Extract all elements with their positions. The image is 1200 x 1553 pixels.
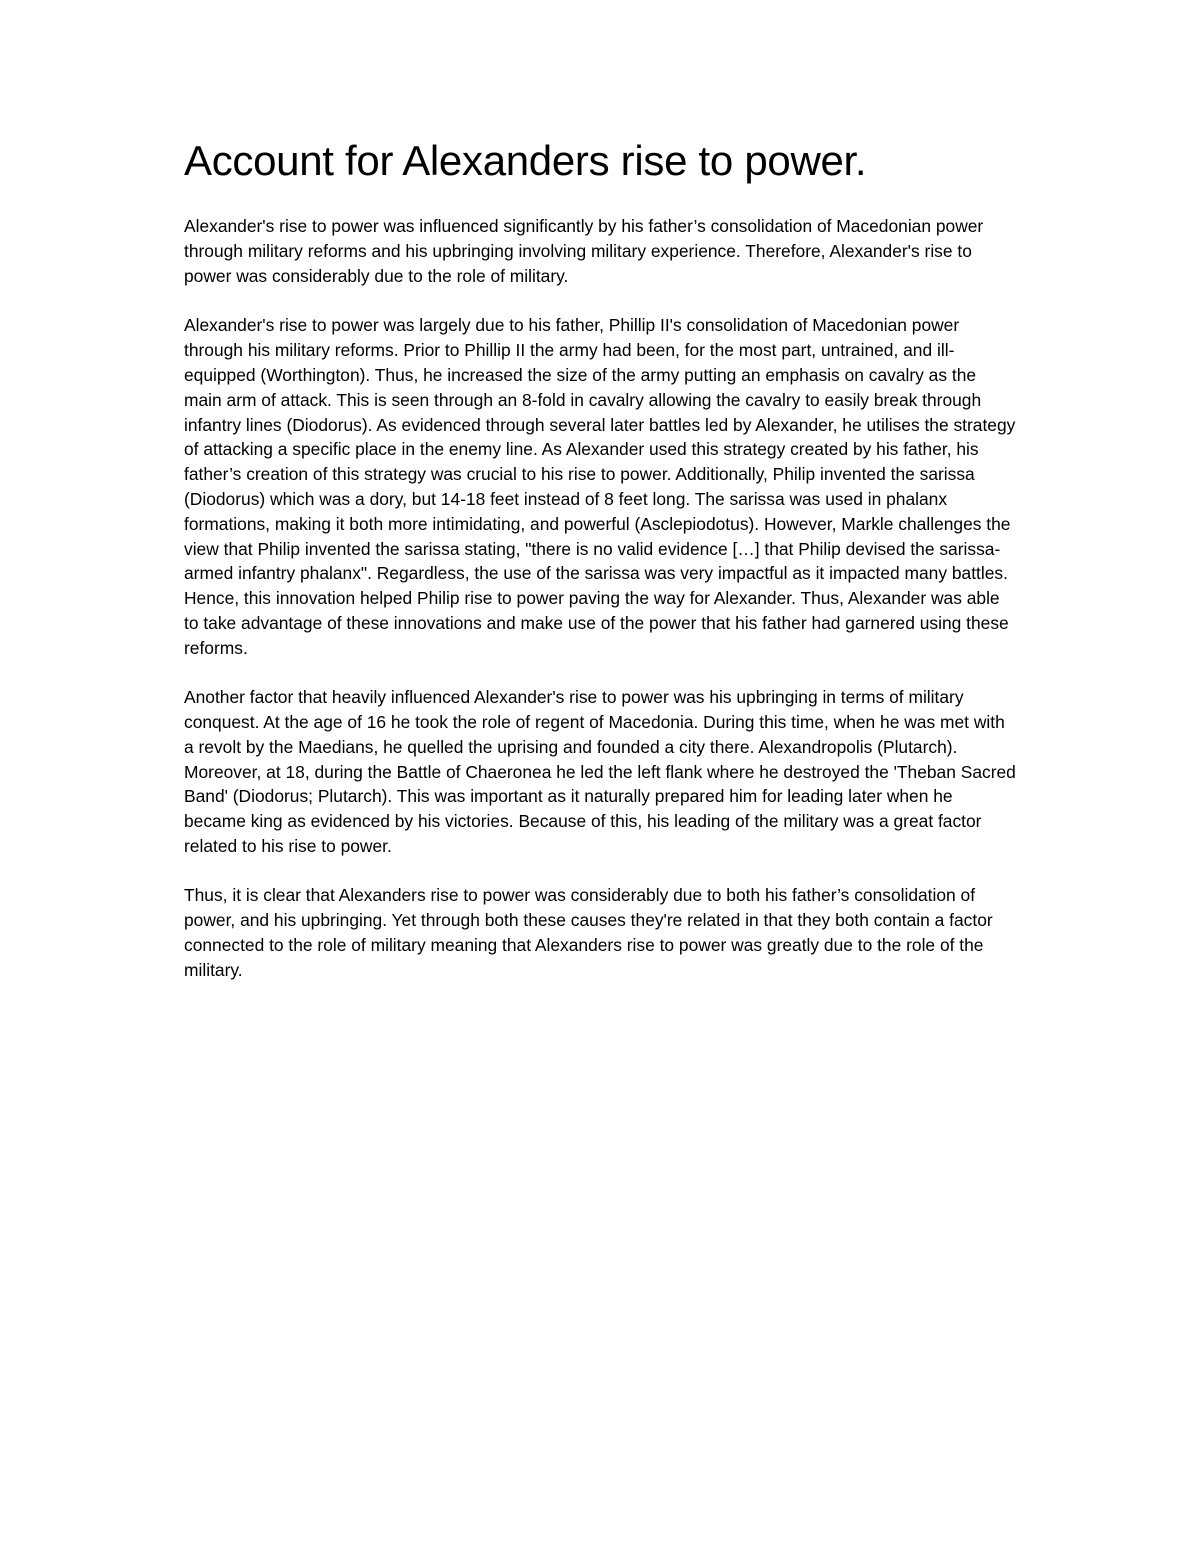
document-title: Account for Alexanders rise to power.: [184, 137, 867, 184]
paragraph-conclusion: Thus, it is clear that Alexanders rise to power was considerably due to both his father’s consolidation of power, and his upbringing. Yet through both these causes they're related in that they both contain a factor connected to the role of military meaning that Alexanders rise to power was greatly due to the role of the military.: [184, 885, 993, 980]
paragraph-introduction: Alexander's rise to power was influenced significantly by his father’s consolidation of Macedonian power through military reforms and his upbringing involving military experience. Therefore, Alexander's rise to power was considerably due to the role of military.: [184, 216, 984, 286]
paragraph-father-reforms: Alexander's rise to power was largely due to his father, Phillip II's consolidation of Macedonian power through his military reforms. Prior to Phillip II the army had been, for the most part, untrained, and ill-equipped (Worthington). Thus, he increased the size of the army putting an emphasis on cavalry as the main arm of attack. This is seen through an 8-fold in cavalry allowing the cavalry to easily break through infantry lines (Diodorus). As evidenced through several later battles led by Alexander, he utilises the strategy of attacking a specific place in the enemy line. As Alexander used this strategy created by his father, his father’s creation of this strategy was crucial to his rise to power. Additionally, Philip invented the sarissa (Diodorus) which was a dory, but 14-18 feet instead of 8 feet long. The sarissa was used in phalanx formations, making it both more intimidating, and powerful (Asclepiodotus). However, Markle challenges the view that Philip invented the sarissa stating, "there is no valid evidence […] that Philip devised the sarissa-armed infantry phalanx". Regardless, the use of the sarissa was very impactful as it impacted many battles. Hence, this innovation helped Philip rise to power paving the way for Alexander. Thus, Alexander was able to take advantage of these innovations and make use of the power that his father had garnered using these reforms.: [184, 315, 1016, 658]
document-body: [184, 136, 1016, 1007]
paragraph-upbringing: Another factor that heavily influenced Alexander's rise to power was his upbringing in terms of military conquest. At the age of 16 he took the role of regent of Macedonia. During this time, when he was met with a revolt by the Maedians, he quelled the uprising and founded a city there. Alexandropolis (Plutarch). Moreover, at 18, during the Battle of Chaeronea he led the left flank where he destroyed the 'Theban Sacred Band' (Diodorus; Plutarch). This was important as it naturally prepared him for leading later when he became king as evidenced by his victories. Because of this, his leading of the military was a great factor related to his rise to power.: [184, 687, 1016, 856]
